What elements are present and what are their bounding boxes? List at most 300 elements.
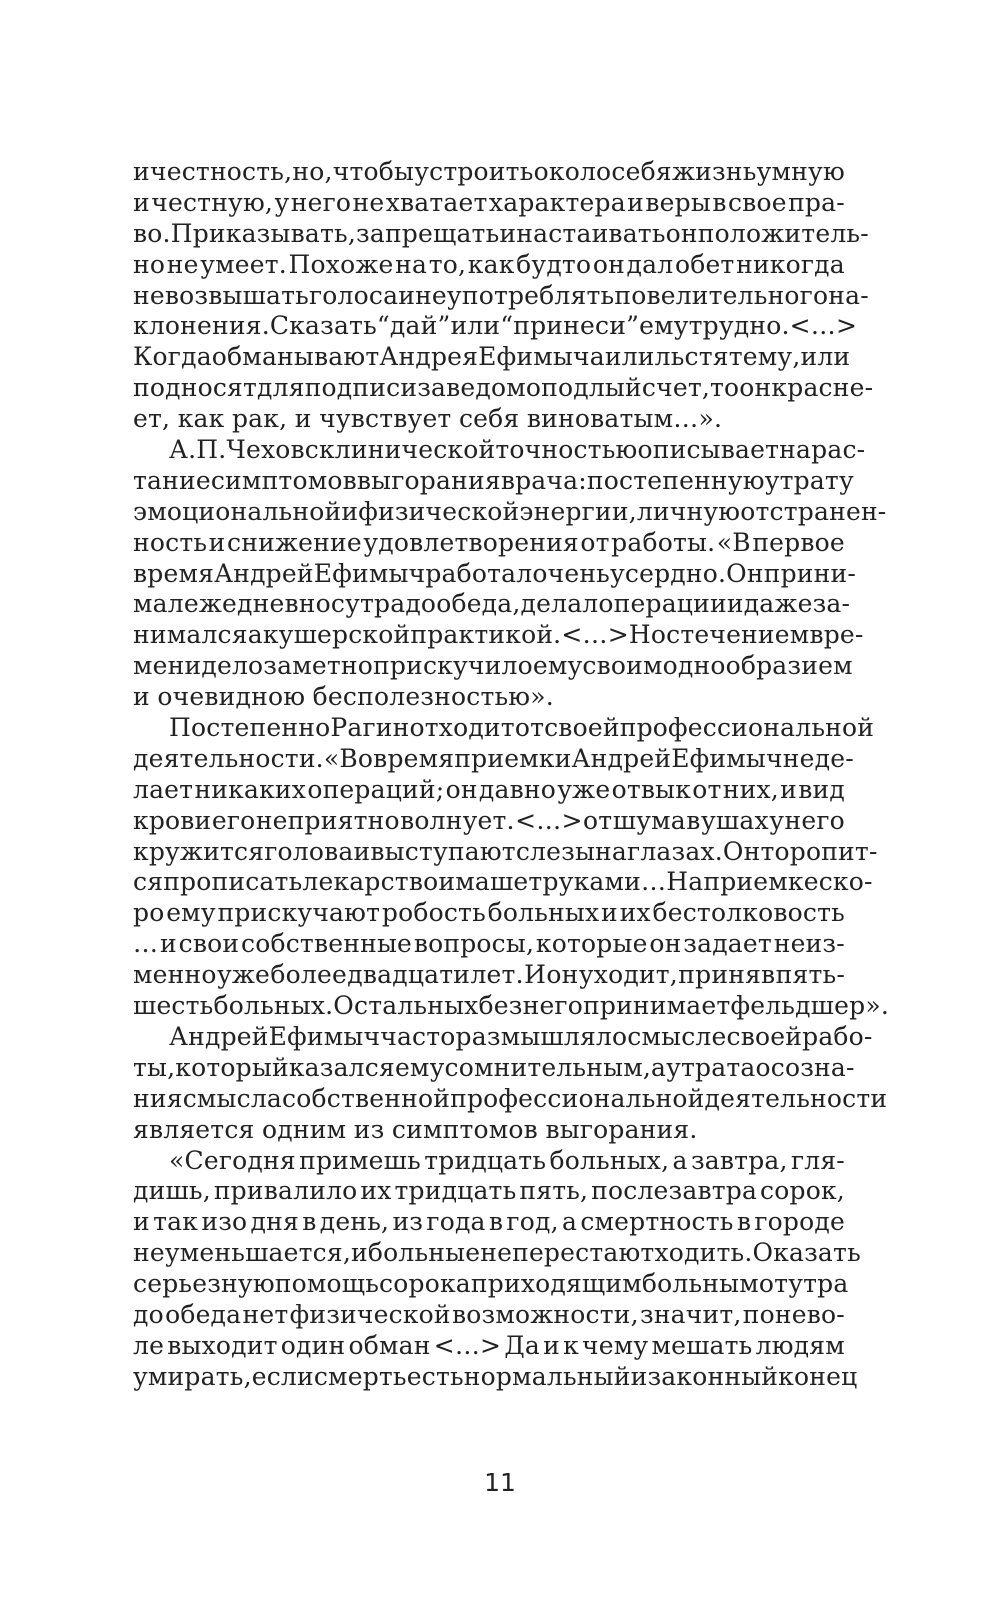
word: работал: [425, 558, 533, 588]
word: рак,: [231, 404, 288, 434]
word: нимался: [133, 620, 248, 650]
word: виноватым…».: [526, 404, 723, 434]
word: на: [595, 836, 628, 866]
word: А.: [169, 435, 197, 465]
word: за-: [812, 589, 851, 619]
word: жизнь: [671, 157, 757, 186]
text-line: [133, 1300, 845, 1331]
word: ему: [532, 651, 583, 681]
word: характера: [488, 187, 626, 217]
word: в: [686, 805, 701, 835]
word: усердно.: [610, 558, 727, 588]
word: ушах: [701, 805, 769, 835]
word: года: [426, 1207, 486, 1237]
word: или: [604, 342, 655, 372]
word: казался: [288, 1052, 395, 1082]
text-line: [133, 188, 845, 219]
word: обет: [674, 249, 735, 279]
word: ле: [133, 1330, 165, 1360]
word: профессиональной: [619, 713, 875, 743]
word: выходит: [167, 1330, 278, 1360]
text-line: [133, 620, 864, 651]
word: работы.: [611, 527, 716, 557]
word: даже: [743, 589, 813, 619]
word: ему: [394, 1052, 445, 1082]
word: утра: [788, 1269, 849, 1299]
text-line: [133, 528, 845, 559]
text-line: [133, 1176, 845, 1207]
word: без: [478, 991, 523, 1021]
word: который: [175, 1052, 289, 1082]
word: он: [445, 774, 478, 804]
word: вопросы,: [413, 929, 535, 959]
text-line: [133, 1115, 845, 1146]
word: больных: [487, 898, 600, 928]
word: заметно: [263, 651, 374, 681]
word: не: [133, 1238, 165, 1268]
word: одним: [262, 1114, 347, 1144]
word: операций;: [307, 774, 445, 804]
word: обеда,: [436, 589, 521, 619]
word: деятельности: [704, 1083, 888, 1113]
word: ет,: [133, 404, 171, 434]
word: из: [353, 1114, 385, 1144]
word: повелительного: [614, 280, 829, 310]
word: смертность: [580, 1207, 734, 1237]
word: симптомов: [210, 465, 357, 495]
word: симптомов: [391, 1114, 538, 1144]
word: профессиональной: [450, 1083, 705, 1113]
word: больным: [641, 1269, 759, 1299]
word: запрещать: [356, 218, 500, 248]
word: их: [619, 898, 651, 928]
word: пра-: [788, 187, 845, 217]
word: уже: [216, 960, 271, 990]
word: менно: [133, 960, 217, 990]
word: честную,: [151, 187, 274, 217]
word: него: [522, 991, 583, 1021]
word: глазах.: [627, 836, 723, 866]
word: И: [524, 960, 547, 990]
word: и: [499, 218, 517, 248]
word: обеда: [165, 1299, 242, 1329]
word: употреблять: [446, 280, 615, 310]
word: возможности,: [451, 1299, 639, 1329]
word: из: [392, 1207, 424, 1237]
word: ность: [133, 527, 208, 557]
word: умирать,: [133, 1361, 252, 1391]
word: как: [467, 249, 515, 279]
word: смерть: [313, 1361, 407, 1391]
word: своей: [544, 713, 620, 743]
word: дня: [250, 1207, 299, 1237]
word: фельдшер».: [730, 991, 889, 1021]
word: есть: [406, 1361, 464, 1391]
word: делал: [520, 589, 599, 619]
word: у: [769, 805, 785, 835]
word: изо: [201, 1207, 248, 1237]
text-line: [133, 898, 845, 929]
text-line: [133, 1021, 873, 1053]
word: с: [304, 435, 319, 465]
text-line: [133, 836, 878, 868]
word: Чехов: [226, 435, 305, 465]
word: привалило: [213, 1176, 358, 1206]
word: городе: [754, 1207, 845, 1237]
word: и: [627, 187, 645, 217]
word: шума: [612, 805, 686, 835]
word: и: [780, 774, 798, 804]
text-line: [133, 373, 874, 404]
word: для: [257, 373, 305, 403]
word: не: [480, 1238, 513, 1268]
word: личную: [636, 496, 741, 526]
word: в: [302, 1207, 317, 1237]
word: крови: [133, 805, 212, 835]
word: в: [736, 1207, 752, 1237]
word: Андрей: [214, 558, 314, 588]
word: однообразием: [662, 651, 853, 681]
word: или: [800, 342, 851, 372]
word: свои: [178, 929, 240, 959]
word: Похоже: [288, 249, 394, 279]
word: ему,: [742, 342, 801, 372]
word: тание: [133, 465, 211, 495]
word: лекарство: [302, 867, 439, 897]
word: помощь: [274, 1269, 380, 1299]
word: Ефимыч: [313, 558, 426, 588]
word: П.: [196, 435, 227, 465]
word: никаких: [194, 774, 307, 804]
text-line: [133, 1269, 849, 1300]
word: Ефимыч: [268, 1021, 381, 1051]
word: время: [133, 558, 215, 588]
word: уменьшается,: [164, 1238, 351, 1268]
word: перестают: [512, 1238, 655, 1268]
word: положитель-: [697, 218, 869, 248]
text-line: [133, 1146, 845, 1177]
text-line: [133, 1331, 845, 1362]
word: о: [612, 1021, 628, 1051]
word: собственные: [241, 929, 413, 959]
word: выгорания.: [545, 1114, 698, 1144]
word: Когда: [133, 342, 212, 372]
word: значит,: [639, 1299, 742, 1329]
text-line: [133, 867, 873, 898]
word: него: [784, 805, 845, 835]
word: постепенную: [586, 465, 765, 495]
word: утра: [345, 589, 406, 619]
word: и: [133, 1207, 150, 1237]
word: он: [665, 218, 698, 248]
word: не: [415, 280, 447, 310]
word: смысла: [182, 1083, 283, 1113]
word: приняв: [678, 960, 776, 990]
text-line: [133, 651, 853, 682]
word: приемке: [703, 867, 819, 897]
word: часто: [380, 1021, 456, 1051]
word: является: [133, 1114, 255, 1144]
word: больных,: [549, 1145, 670, 1175]
word: более: [270, 960, 347, 990]
word: и: [294, 404, 312, 434]
word: себя: [458, 404, 520, 434]
word: ты,: [133, 1052, 176, 1082]
page-number: 11: [484, 1468, 516, 1497]
word: них,: [722, 774, 779, 804]
word: <…>: [789, 311, 858, 341]
word: умеет.: [200, 249, 287, 279]
word: обман: [348, 1330, 431, 1360]
word: Сказать: [269, 311, 377, 341]
word: утрата: [666, 1052, 756, 1082]
word: красне-: [771, 373, 874, 403]
word: не: [166, 249, 199, 279]
word: сорок,: [760, 1176, 845, 1206]
word: до: [405, 589, 437, 619]
word: нет: [242, 1299, 289, 1329]
word: во.: [133, 218, 171, 248]
word: сомнительным,: [444, 1052, 651, 1082]
word: но,: [292, 157, 333, 186]
word: шесть: [133, 991, 214, 1021]
text-line: [133, 743, 854, 775]
word: Он: [722, 836, 761, 866]
word: прискучают: [217, 898, 381, 928]
text-line: [133, 404, 845, 435]
word: снижение: [227, 527, 362, 557]
word: “принеси”: [500, 311, 640, 341]
word: день,: [319, 1207, 390, 1237]
word: на: [395, 249, 428, 279]
word: прискучило: [373, 651, 533, 681]
word: на-: [828, 280, 869, 310]
word: принимает: [583, 991, 731, 1021]
word: Андрея: [379, 342, 479, 372]
word: чтобы: [332, 157, 415, 186]
word: де-: [814, 743, 854, 773]
word: а: [561, 1207, 578, 1237]
word: физической: [289, 1299, 451, 1329]
word: выгорания: [356, 465, 501, 495]
word: ния: [133, 1083, 183, 1113]
word: к: [563, 1330, 579, 1360]
word: машет: [455, 867, 543, 897]
word: чувствует: [319, 404, 452, 434]
word: очевидною: [157, 682, 306, 712]
text-line: [133, 682, 845, 713]
word: ско-: [818, 867, 873, 897]
word: от: [692, 774, 722, 804]
word: вид: [798, 774, 845, 804]
word: и: [133, 157, 150, 186]
word: ся: [133, 867, 164, 897]
word: <…>: [433, 1330, 502, 1360]
word: один: [280, 1330, 346, 1360]
word: уже: [557, 774, 611, 804]
word: от: [580, 527, 610, 557]
word: лает: [133, 774, 194, 804]
word: Андрей: [571, 743, 672, 773]
word: умную: [756, 157, 845, 186]
word: акушерской: [247, 620, 411, 650]
word: утрату: [764, 465, 854, 495]
word: точностью: [495, 435, 638, 465]
word: робость: [381, 898, 486, 928]
word: Ефимыча: [478, 342, 605, 372]
word: и: [601, 898, 618, 928]
word: от: [758, 1269, 789, 1299]
word: свое: [727, 187, 787, 217]
word: описывает: [637, 435, 780, 465]
word: мал: [133, 589, 184, 619]
text-line: [133, 929, 845, 960]
word: завтра,: [690, 1145, 788, 1175]
word: не: [352, 187, 385, 217]
word: бесполезностью».: [312, 682, 554, 712]
word: прописать: [163, 867, 303, 897]
text-line: [133, 589, 851, 620]
word: и: [630, 1361, 648, 1391]
word: мени: [133, 651, 202, 681]
word: кружится: [133, 836, 265, 866]
word: своей: [726, 1021, 803, 1051]
word: и: [350, 1238, 368, 1268]
word: подлый: [541, 373, 642, 403]
word: тридцать: [394, 1176, 517, 1206]
word: Но: [628, 620, 667, 650]
word: послезавтра: [591, 1176, 758, 1206]
word: и: [353, 836, 371, 866]
text-line: [133, 465, 854, 497]
text-line: [133, 157, 845, 188]
word: льстят: [654, 342, 743, 372]
word: неприятно: [255, 805, 400, 835]
word: руками…: [542, 867, 667, 897]
word: а: [651, 1052, 667, 1082]
text-line: [133, 558, 857, 590]
word: и: [341, 496, 359, 526]
word: которые: [535, 929, 648, 959]
text-line: [133, 1238, 861, 1269]
word: голоса: [308, 280, 399, 310]
book-page-text: [133, 157, 889, 1393]
text-line: [133, 1207, 845, 1238]
word: голова: [264, 836, 354, 866]
word: выступают: [370, 836, 516, 866]
word: На: [666, 867, 704, 897]
word: так: [153, 1207, 199, 1237]
text-line: [133, 435, 866, 466]
word: своим: [582, 651, 663, 681]
word: понево-: [742, 1299, 845, 1329]
word: бестолковость: [652, 898, 845, 928]
word: честность,: [149, 157, 293, 186]
word: в: [712, 187, 727, 217]
word: двадцати: [347, 960, 471, 990]
word: удовлетворения: [363, 527, 579, 557]
word: практикой.: [410, 620, 562, 650]
word: возвышать: [164, 280, 309, 310]
word: отвык: [611, 774, 692, 804]
word: пять-: [775, 960, 845, 990]
word: чему: [582, 1330, 649, 1360]
word: операции: [598, 589, 727, 619]
word: лет.: [470, 960, 524, 990]
word: он: [739, 373, 772, 403]
word: приходящим: [470, 1269, 642, 1299]
word: людям: [755, 1330, 845, 1360]
text-line: [133, 250, 845, 281]
word: деятельности.: [133, 743, 324, 773]
word: ро: [133, 898, 165, 928]
word: его: [211, 805, 256, 835]
text-line: [133, 806, 845, 837]
word: Андрей: [169, 1021, 269, 1051]
text-line: [133, 960, 845, 991]
word: первое: [752, 527, 845, 557]
word: Ефимыч: [671, 743, 783, 773]
word: физической: [358, 496, 520, 526]
word: он: [592, 249, 625, 279]
word: «В: [716, 527, 751, 557]
word: …: [133, 929, 159, 959]
word: их: [360, 1176, 392, 1206]
word: настаивать: [516, 218, 666, 248]
word: никогда: [736, 249, 845, 279]
word: себя: [611, 157, 672, 186]
word: не: [782, 743, 815, 773]
word: и: [398, 280, 416, 310]
word: а: [672, 1145, 688, 1175]
word: пять,: [519, 1176, 589, 1206]
text-line: [133, 713, 875, 744]
text-line: [133, 311, 858, 342]
word: подносят: [133, 373, 258, 403]
word: ежедневно: [183, 589, 331, 619]
word: около: [533, 157, 612, 186]
word: дал: [626, 249, 674, 279]
word: время: [373, 743, 455, 773]
word: Оказать: [752, 1238, 861, 1268]
word: он: [649, 929, 682, 959]
text-line: [133, 1083, 888, 1115]
word: Рагин: [330, 713, 410, 743]
word: подписи: [304, 373, 418, 403]
word: веры: [645, 187, 711, 217]
word: давно: [478, 774, 557, 804]
word: и: [133, 187, 150, 217]
word: серьезную: [133, 1269, 275, 1299]
word: примешь: [299, 1145, 421, 1175]
word: Постепенно: [169, 713, 331, 743]
text-line: [133, 496, 887, 528]
word: неиз-: [773, 929, 845, 959]
text-line: [133, 1361, 858, 1393]
word: <…>: [561, 620, 629, 650]
word: обманывают: [211, 342, 380, 372]
word: ему: [639, 311, 689, 341]
word: не: [133, 280, 165, 310]
word: клонения.: [133, 311, 270, 341]
word: нарас-: [779, 435, 866, 465]
word: слезы: [515, 836, 596, 866]
word: и: [543, 1330, 560, 1360]
word: нормальный: [463, 1361, 631, 1391]
word: Он: [726, 558, 764, 588]
text-line: [133, 342, 851, 373]
word: или: [450, 311, 501, 341]
